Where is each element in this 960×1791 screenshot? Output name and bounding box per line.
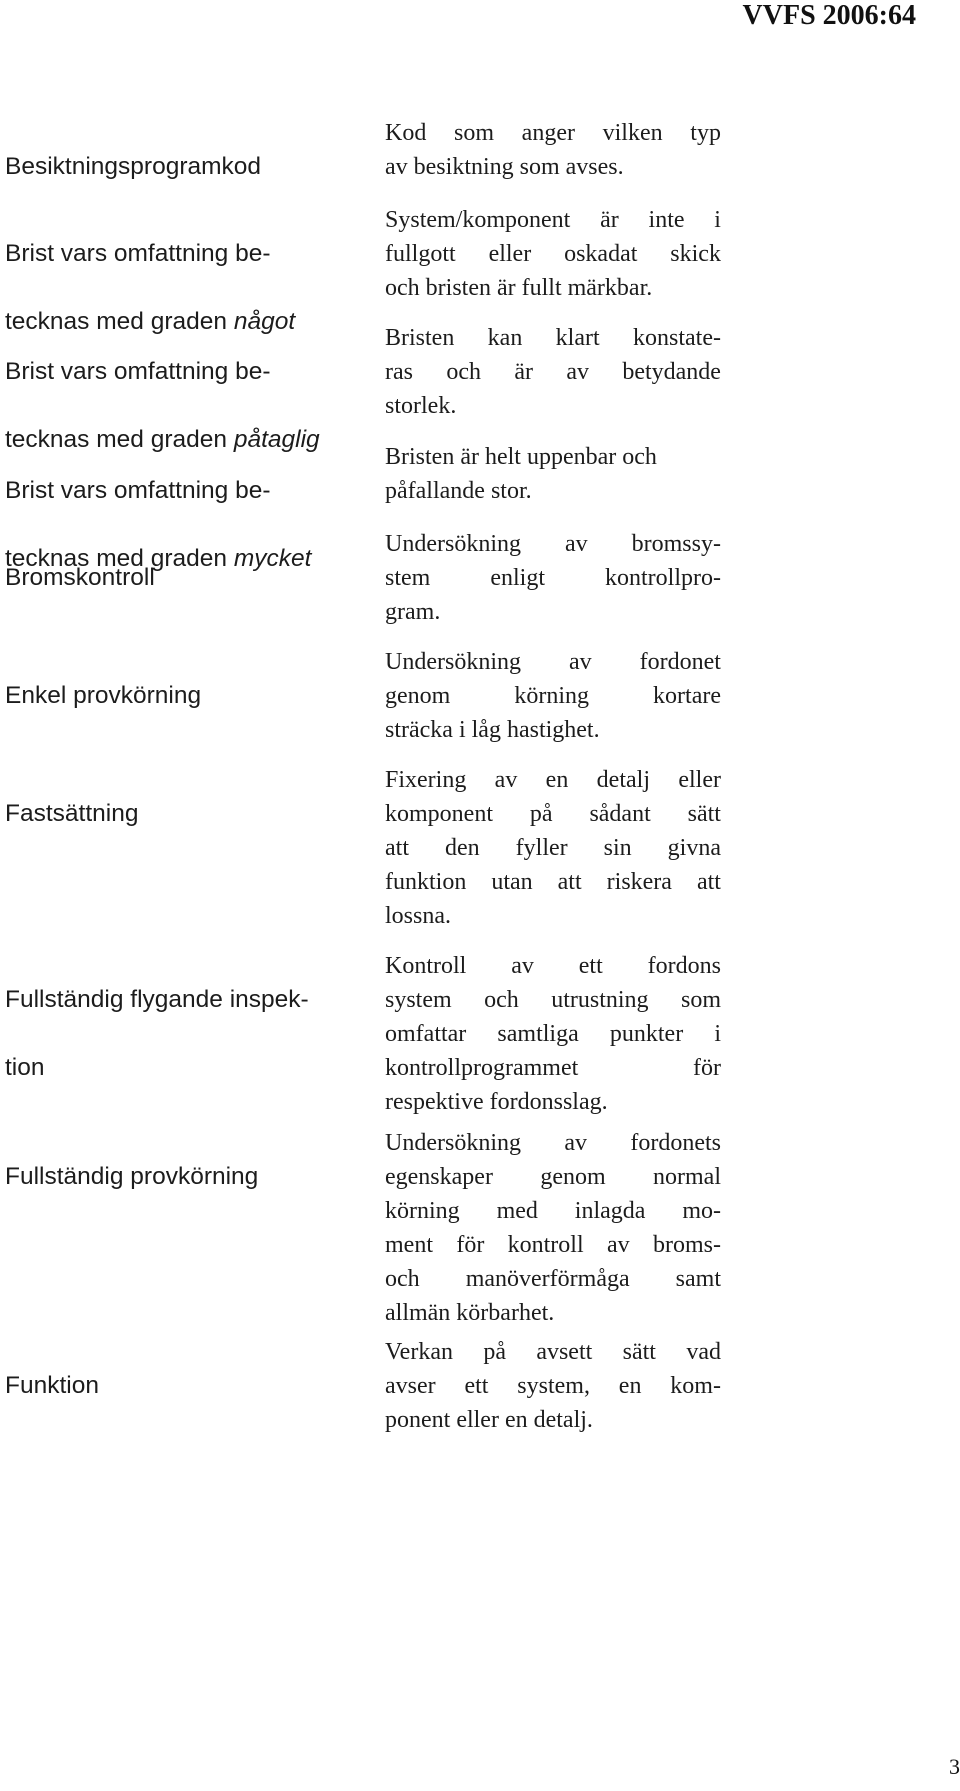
definition-word: kontrollprogrammet [385, 1055, 579, 1081]
definition-line [385, 645, 721, 679]
definition-word: för [456, 1232, 485, 1258]
definition-word: vad [686, 1339, 721, 1365]
definition-word: att [696, 869, 721, 895]
definition-word: stem [385, 565, 431, 591]
definition-line [385, 797, 721, 831]
definition-word: kontrollpro- [605, 565, 721, 591]
definition-word: Undersökning [385, 1130, 521, 1156]
definition [385, 949, 721, 1119]
definition-word: Verkan [385, 1339, 453, 1365]
definition-line [385, 321, 721, 355]
term-grade: något [233, 308, 296, 335]
definition-word: samt [675, 1266, 721, 1292]
definition-word: av [606, 1232, 630, 1258]
definition-word: system, [517, 1373, 590, 1399]
definition-word: körning [385, 1198, 460, 1224]
definition-word: Kod [385, 120, 427, 146]
term-line: tion [5, 1054, 45, 1081]
term-line: Brist vars omfattning be- [5, 240, 271, 267]
definition-word: omfattar [385, 1021, 467, 1047]
definition-line [385, 1051, 721, 1085]
definition-line [385, 1369, 721, 1403]
definition-word: fordonets [630, 1130, 721, 1156]
definition-word: komponent [385, 801, 493, 827]
definition-line [385, 527, 721, 561]
definition-word: givna [667, 835, 721, 861]
definition [385, 440, 721, 508]
definition-word: Bristen [385, 325, 455, 351]
definition-word: kontroll [507, 1232, 584, 1258]
term [5, 949, 355, 1119]
definition-word: bromssy- [631, 531, 721, 557]
definition-word: den [445, 835, 480, 861]
definition-word: avser [385, 1373, 436, 1399]
definition-word: fullgott [385, 241, 456, 267]
term-line: Besiktningsprogramkod [5, 153, 262, 180]
definition-line: Bristen är helt uppenbar och [385, 444, 657, 470]
definition-line [385, 116, 721, 150]
term-grade: påtaglig [233, 426, 320, 453]
definition-word: fordonet [639, 649, 721, 675]
definition [385, 116, 721, 184]
term [5, 645, 355, 747]
definition-line [385, 561, 721, 595]
definition-word: betydande [622, 359, 721, 385]
definition-line [385, 1160, 721, 1194]
page-number: 3 [949, 1754, 960, 1779]
definition-word: och [484, 987, 519, 1013]
definition-word: på [483, 1339, 506, 1365]
term-line: Brist vars omfattning be- [5, 477, 271, 504]
definition-line [385, 203, 721, 237]
definition-word: samtliga [497, 1021, 579, 1047]
definition-word: enligt [490, 565, 545, 591]
term-text: tecknas med graden [5, 308, 234, 335]
definition-word: eller [678, 767, 721, 793]
definition-word: av [566, 359, 589, 385]
definition-word: punkter [609, 1021, 684, 1047]
definition-word: sådant [589, 801, 651, 827]
definition-word: för [693, 1055, 721, 1081]
definition-word: riskera [606, 869, 672, 895]
term [5, 763, 355, 865]
definition-line [385, 1017, 721, 1051]
term-line: Fullständig flygande inspek- [5, 986, 309, 1013]
definition-word: inte [648, 207, 685, 233]
definition-line: av besiktning som avses. [385, 154, 624, 180]
definition-line [385, 679, 721, 713]
definition-word: genom [385, 683, 451, 709]
definition-line [385, 1126, 721, 1160]
definition-word: utan [491, 869, 533, 895]
term-text: tecknas med graden [5, 426, 234, 453]
definition-word: normal [653, 1164, 721, 1190]
definition-word: Fixering [385, 767, 467, 793]
definition-word: avsett [536, 1339, 593, 1365]
definition-line: påfallande stor. [385, 478, 532, 504]
definition-word: är [514, 359, 533, 385]
definition-word: manöverförmåga [465, 1266, 630, 1292]
definition-word: ment [385, 1232, 433, 1258]
definition-word: kom- [670, 1373, 721, 1399]
term-line: Brist vars omfattning be- [5, 358, 271, 385]
definition-line [385, 1194, 721, 1228]
definition-word: fyller [515, 835, 568, 861]
definition-word: kan [487, 325, 523, 351]
definition-word: genom [540, 1164, 606, 1190]
definition-word: en [618, 1373, 642, 1399]
definition [385, 763, 721, 933]
definition-word: i [714, 207, 721, 233]
term-line: Fastsättning [5, 800, 139, 827]
definition-line [385, 1262, 721, 1296]
definition-word: körning [514, 683, 590, 709]
term-grade: mycket [233, 545, 312, 572]
definition-line [385, 355, 721, 389]
definition-word: sin [603, 835, 632, 861]
definition-word: med [496, 1198, 538, 1224]
definition-word: att [557, 869, 582, 895]
definition-word: är [600, 207, 619, 233]
definition-word: skick [670, 241, 721, 267]
definition-line [385, 831, 721, 865]
definition-word: funktion [385, 869, 467, 895]
definition [385, 645, 721, 747]
definition-word: att [385, 835, 409, 861]
definition-word: av [564, 1130, 587, 1156]
definition [385, 527, 721, 629]
definition-word: på [529, 801, 553, 827]
definition-line: lossna. [385, 903, 451, 929]
definition [385, 1335, 721, 1437]
definition-line: ponent eller en detalj. [385, 1407, 593, 1433]
definition-word: detalj [596, 767, 650, 793]
definition-word: klart [555, 325, 600, 351]
definition-line [385, 865, 721, 899]
definition-word: som [454, 120, 495, 146]
definition-word: Undersökning [385, 531, 521, 557]
definition-word: eller [488, 241, 532, 267]
definition-line: sträcka i låg hastighet. [385, 717, 600, 743]
definition-line [385, 1228, 721, 1262]
definition-line [385, 983, 721, 1017]
definition-word: sätt [687, 801, 721, 827]
definition-word: Kontroll [385, 953, 467, 979]
definition [385, 321, 721, 423]
definition-word: ett [464, 1373, 489, 1399]
definition-line [385, 763, 721, 797]
definition-word: anger [521, 120, 575, 146]
definition-word: egenskaper [385, 1164, 493, 1190]
definition-word: broms- [652, 1232, 721, 1258]
definition-word: som [680, 987, 721, 1013]
definition-word: mo- [682, 1198, 721, 1224]
definition-word: oskadat [564, 241, 638, 267]
term-line: Bromskontroll [5, 564, 155, 591]
definition-word: sätt [622, 1339, 656, 1365]
definition-word: av [494, 767, 518, 793]
definition-line [385, 237, 721, 271]
definition-line [385, 949, 721, 983]
definition [385, 1126, 721, 1330]
definition [385, 203, 721, 305]
definition-line: storlek. [385, 393, 457, 419]
definition-word: av [511, 953, 534, 979]
definition-word: vilken [602, 120, 663, 146]
definition-word: System/komponent [385, 207, 571, 233]
definition-word: och [385, 1266, 420, 1292]
definition-line: och bristen är fullt märkbar. [385, 275, 653, 301]
definition-word: och [446, 359, 481, 385]
definition-word: fordons [647, 953, 721, 979]
term [5, 527, 355, 629]
definition-word: ras [385, 359, 413, 385]
definition-word: typ [690, 120, 721, 146]
term-line: Fullständig provkörning [5, 1163, 259, 1190]
definition-word: i [714, 1021, 721, 1047]
definition-word: kortare [653, 683, 721, 709]
definition-word: system [385, 987, 452, 1013]
definition-word: utrustning [551, 987, 649, 1013]
definition-line [385, 1335, 721, 1369]
definition-word: Undersökning [385, 649, 521, 675]
definition-line: allmän körbarhet. [385, 1300, 555, 1326]
definition-line: gram. [385, 599, 441, 625]
term-line: Funktion [5, 1372, 99, 1399]
document-header: VVFS 2006:64 [742, 0, 916, 31]
term [5, 1335, 355, 1437]
definition-word: en [545, 767, 569, 793]
term [5, 1126, 355, 1228]
definition-word: av [569, 649, 592, 675]
definition-word: ett [578, 953, 603, 979]
definition-word: inlagda [574, 1198, 646, 1224]
definition-line: respektive fordonsslag. [385, 1089, 608, 1115]
term-text: tecknas med graden [5, 545, 234, 572]
definition-word: konstate- [633, 325, 721, 351]
definition-word: av [564, 531, 588, 557]
term-line: Enkel provkörning [5, 682, 202, 709]
